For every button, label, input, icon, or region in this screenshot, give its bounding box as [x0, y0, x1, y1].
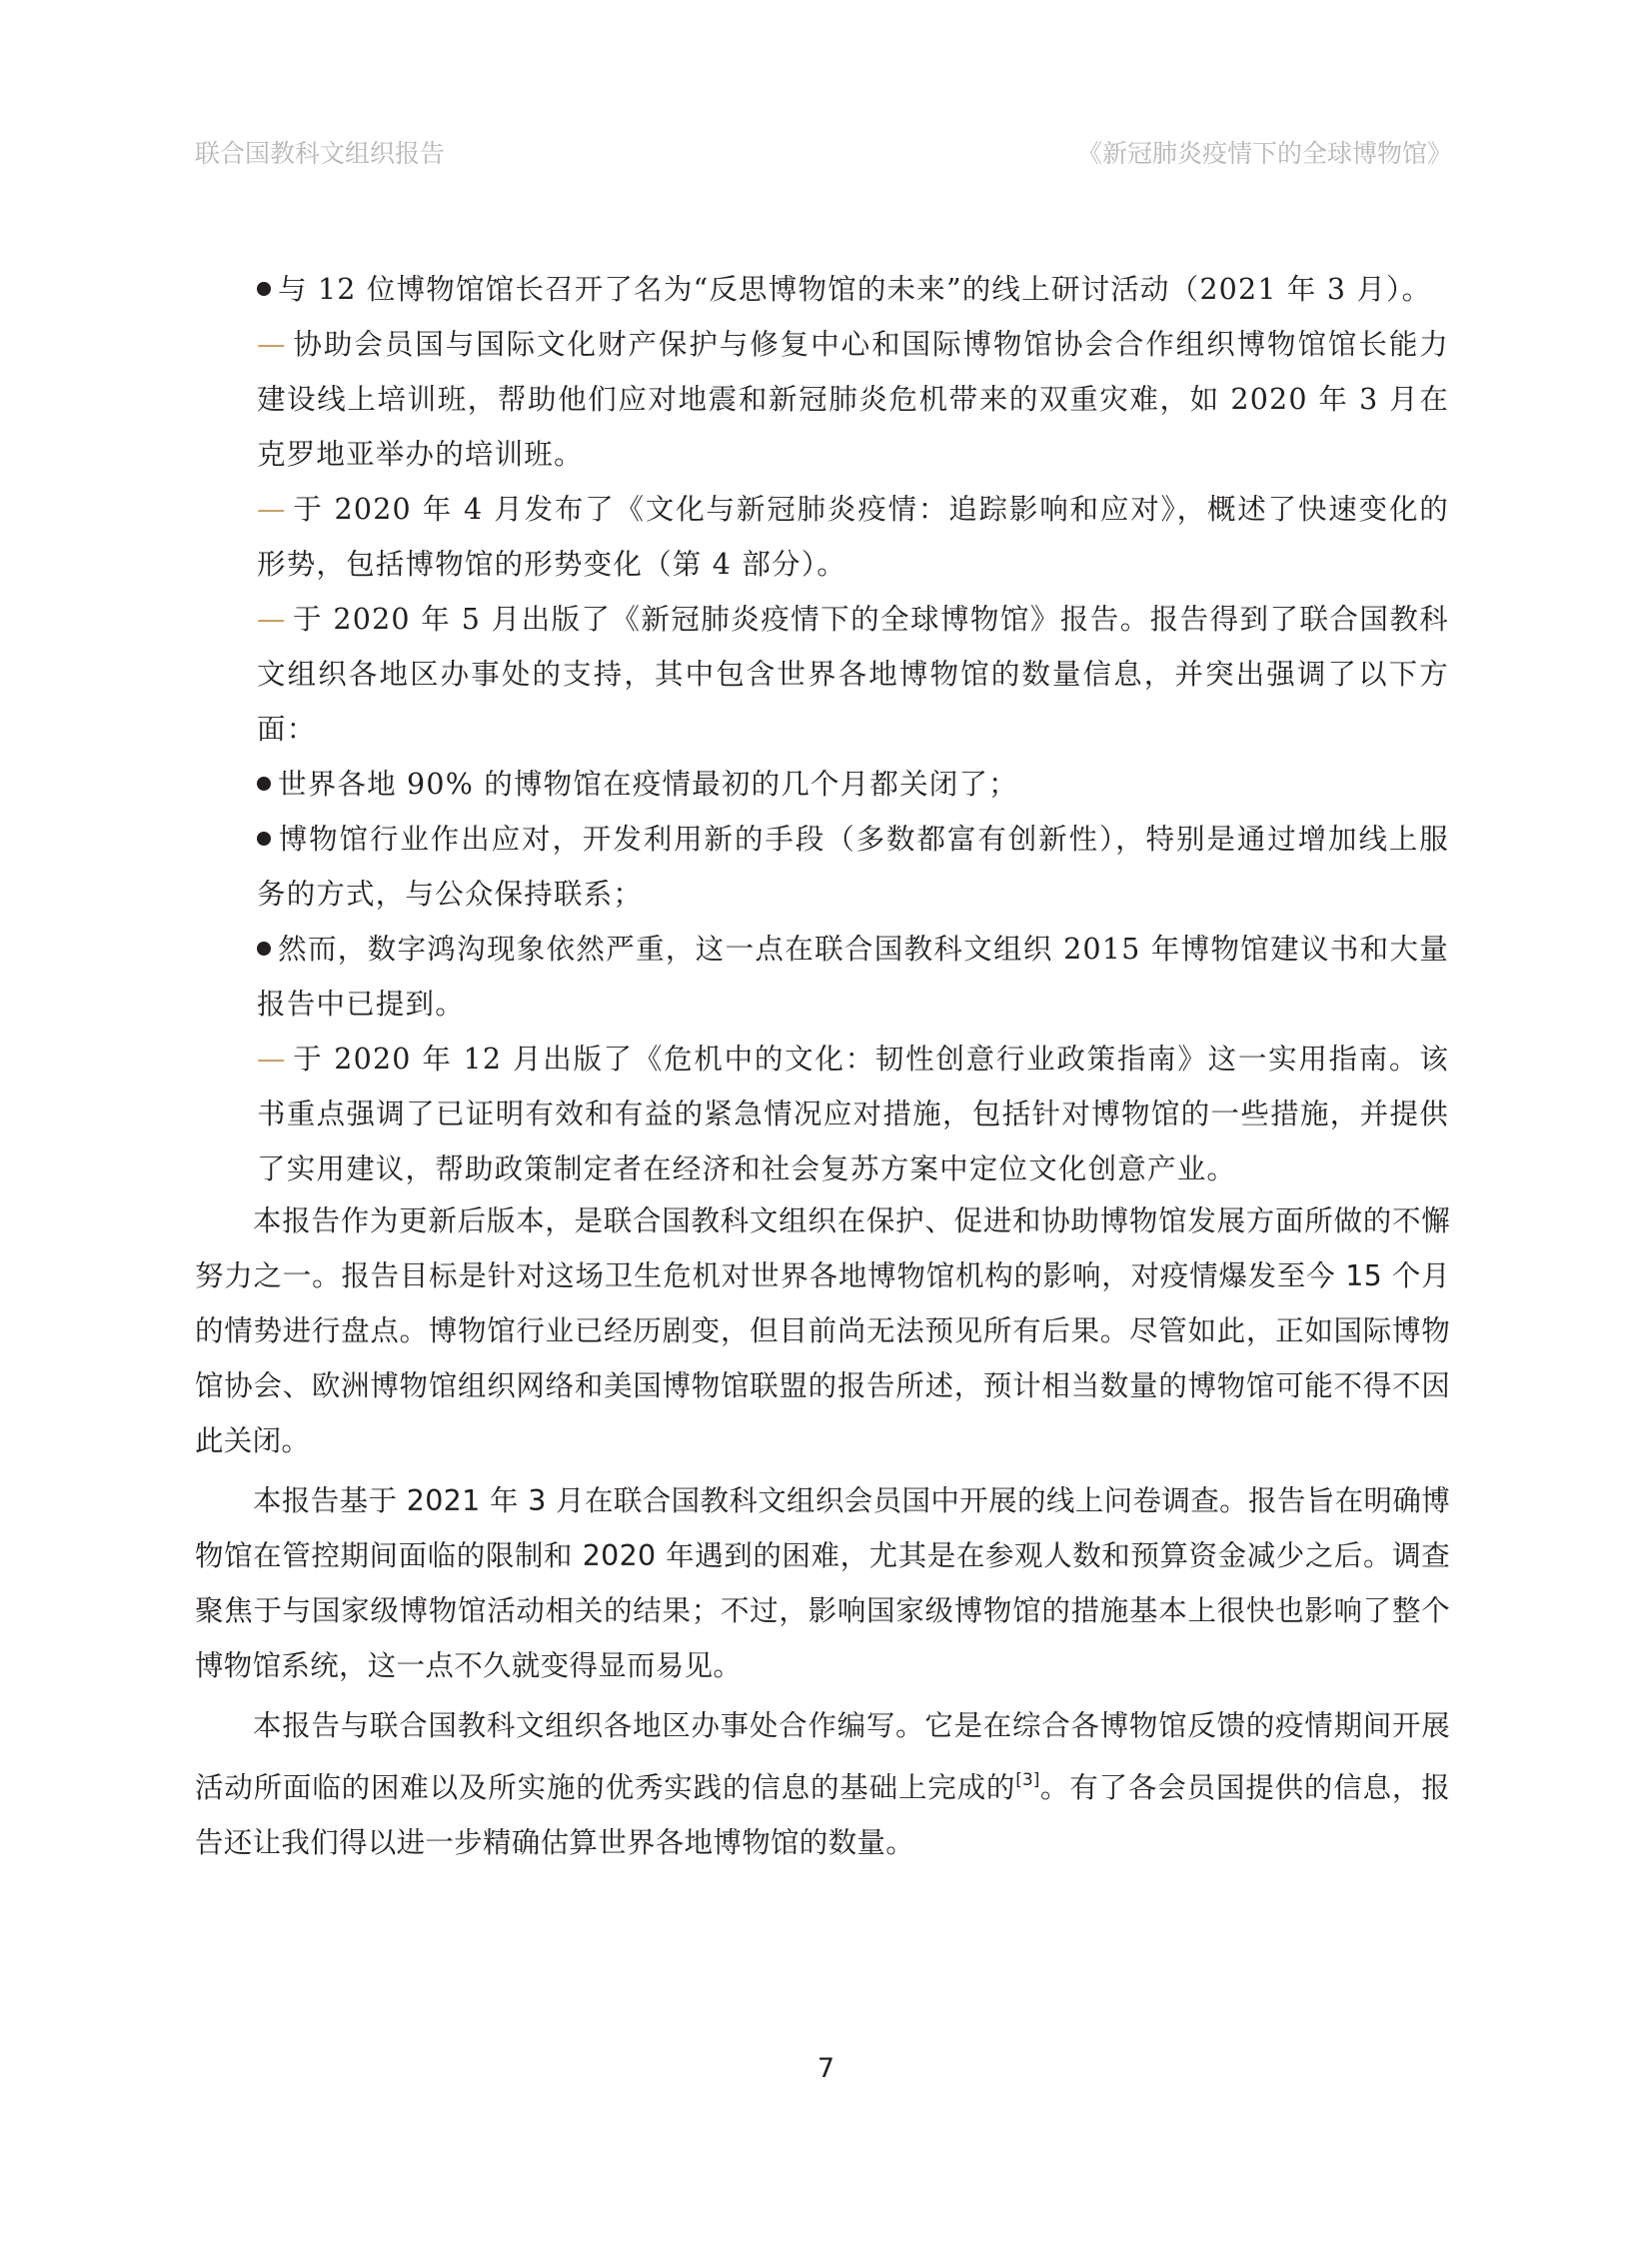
list-item	[257, 482, 1449, 592]
body-paragraph: 本报告基于 2021 年 3 月在联合国教科文组织会员国中开展的线上问卷调查。报告旨在明确博物馆在管控期间面临的限制和 2020 年遇到的困难，尤其是在参观人数和预算资金减少之后。调查聚焦于与国家级博物馆活动相关的结果；不过，影响国家级博物馆的措施基本上很快也影响了整个博物馆系统，这一点不久就变得显而易见。	[195, 1484, 1450, 1682]
paragraph-text: 本报告与联合国教科文组织各地区办事处合作编写。它是在综合各博物馆反馈的疫情期间开展活动所面临的困难以及所实施的优秀实践的信息的基础上完成的	[195, 1709, 1450, 1804]
list-item-text: 然而，数字鸿沟现象依然严重，这一点在联合国教科文组织 2015 年博物馆建议书和大量报告中已提到。	[257, 933, 1449, 1021]
list-item	[257, 262, 1449, 317]
activity-list	[257, 262, 1449, 1196]
header-report-series: 联合国教科文组织报告	[195, 139, 446, 168]
page-number: 7	[817, 2053, 835, 2084]
list-item-text: 协助会员国与国际文化财产保护与修复中心和国际博物馆协会合作组织博物馆馆长能力建设线上培训班，帮助他们应对地震和新冠肺炎危机带来的双重灾难，如 2020 年 3 月在克罗地亚举办的培训班。	[257, 328, 1449, 471]
body-paragraph: 本报告作为更新后版本，是联合国教科文组织在保护、促进和协助博物馆发展方面所做的不懈努力之一。报告目标是针对这场卫生危机对世界各地博物馆机构的影响，对疫情爆发至今 15 个月的情势进行盘点。博物馆行业已经历剧变，但目前尚无法预见所有后果。尽管如此，正如国际博物馆协会、欧洲博物馆组织网络和美国博物馆联盟的报告所述，预计相当数量的博物馆可能不得不因此关闭。	[195, 1204, 1450, 1457]
footnote-reference[interactable]: [3]	[1015, 1770, 1040, 1790]
bullet-icon	[257, 942, 271, 956]
list-item	[257, 592, 1449, 757]
list-item-text: 于 2020 年 5 月出版了《新冠肺炎疫情下的全球博物馆》报告。报告得到了联合国教科文组织各地区办事处的支持，其中包含世界各地博物馆的数量信息，并突出强调了以下方面：	[257, 603, 1449, 746]
list-item-text: 与 12 位博物馆馆长召开了名为“反思博物馆的未来”的线上研讨活动（2021 年 3 月）。	[278, 273, 1432, 306]
list-item	[257, 317, 1449, 482]
dash-icon: —	[257, 603, 287, 636]
header-report-title: 《新冠肺炎疫情下的全球博物馆》	[1076, 139, 1452, 168]
body-text	[195, 1193, 1450, 1870]
bullet-icon	[257, 832, 271, 846]
list-item-text: 于 2020 年 12 月出版了《危机中的文化：韧性创意行业政策指南》这一实用指南。该书重点强调了已证明有效和有益的紧急情况应对措施，包括针对博物馆的一些措施，并提供了实用建议，帮助政策制定者在经济和社会复苏方案中定位文化创意产业。	[257, 1043, 1449, 1185]
body-paragraph	[195, 1698, 1450, 1870]
list-item-text: 博物馆行业作出应对，开发利用新的手段（多数都富有创新性），特别是通过增加线上服务的方式，与公众保持联系；	[257, 823, 1449, 911]
paragraph-text: 。有了各会员国提供的信息，报告还让我们得以进一步精确估算世界各地博物馆的数量。	[195, 1771, 1451, 1859]
list-item-text: 于 2020 年 4 月发布了《文化与新冠肺炎疫情：追踪影响和应对》，概述了快速变化的形势，包括博物馆的形势变化（第 4 部分）。	[257, 493, 1449, 581]
list-item	[257, 757, 1449, 812]
running-header	[195, 134, 1452, 174]
bullet-icon	[257, 282, 271, 296]
list-item	[257, 922, 1449, 1032]
list-item	[257, 1032, 1449, 1196]
dash-icon: —	[257, 493, 287, 526]
list-item	[257, 812, 1449, 922]
bullet-icon	[257, 777, 271, 791]
dash-icon: —	[257, 328, 287, 361]
dash-icon: —	[257, 1043, 287, 1076]
list-item-text: 世界各地 90% 的博物馆在疫情最初的几个月都关闭了；	[278, 768, 1018, 801]
